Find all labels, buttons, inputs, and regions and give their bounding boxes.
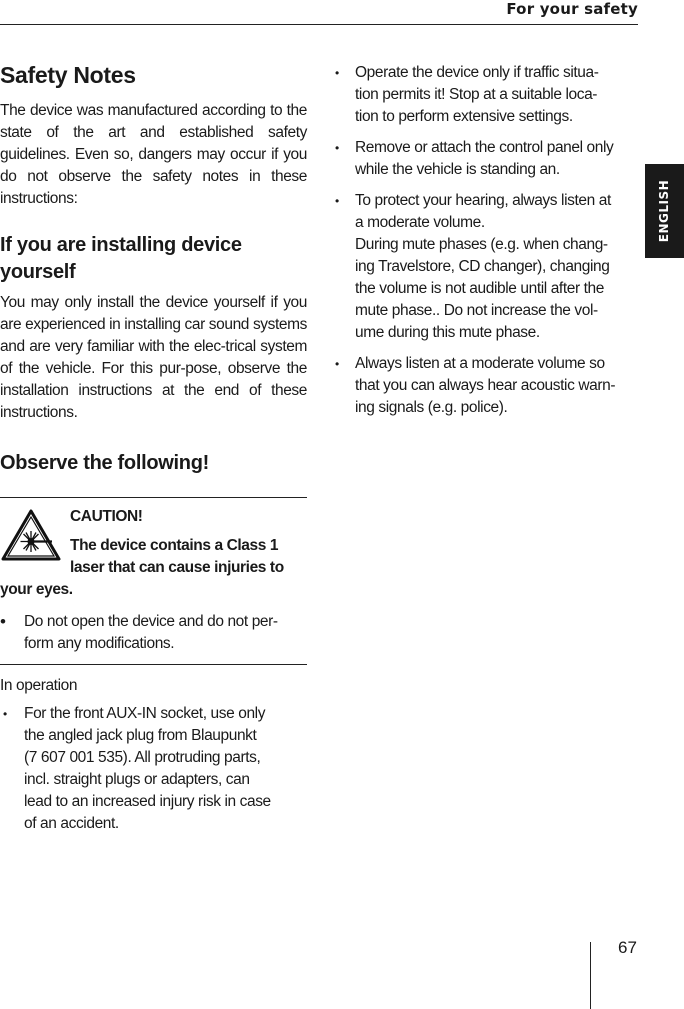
- safety-notes-body: The device was manufactured according to the state of the art and established safety guidelines. Even so, dangers may occur if you do not observe the safety notes in these instructions:: [0, 102, 307, 207]
- caution-label: CAUTION!: [70, 508, 143, 525]
- text-line: the angled jack plug from Blaupunkt: [24, 727, 257, 744]
- running-header-title: For your safety: [506, 0, 638, 18]
- installing-heading-line: If you are installing device: [0, 234, 242, 256]
- text-line: • Always listen at a moderate volume so: [355, 355, 605, 372]
- text-line: • Remove or attach the control panel only: [355, 139, 614, 156]
- safety-notes-heading: Safety Notes: [0, 62, 136, 88]
- operation-list-item: [0, 703, 307, 835]
- text-line: • For the front AUX-IN socket, use only: [24, 705, 266, 722]
- installing-heading: [0, 232, 307, 286]
- text-line: the volume is not audible until after the: [355, 280, 604, 297]
- text-line: tion to perform extensive settings.: [355, 108, 573, 125]
- page-number: 67: [618, 938, 637, 957]
- text-line: that you can always hear acoustic warn-: [355, 377, 616, 394]
- operation-label: In operation: [0, 677, 78, 694]
- text-line: tion permits it! Stop at a suitable loca-: [355, 86, 598, 103]
- text-line: ing Travelstore, CD changer), changing: [355, 258, 610, 275]
- text-line: lead to an increased injury risk in case: [24, 793, 271, 810]
- text-line: • Operate the device only if traffic situa-: [355, 64, 599, 81]
- right-list-item: [330, 353, 636, 419]
- text-line: (7 607 001 535). All protruding parts,: [24, 749, 261, 766]
- right-list-item: [330, 137, 636, 181]
- text-line: while the vehicle is standing an.: [355, 161, 560, 178]
- text-line: • To protect your hearing, always listen at: [355, 192, 611, 209]
- caution-box: [0, 497, 307, 665]
- caution-list: [0, 611, 307, 655]
- text-line: a moderate volume.: [355, 214, 485, 231]
- left-column: [0, 58, 307, 835]
- text-line: incl. straight plugs or adapters, can: [24, 771, 250, 788]
- language-tab: [645, 164, 684, 258]
- operation-list: [0, 703, 307, 835]
- header-rule: [0, 24, 638, 25]
- caution-list-item: • Do not open the device and do not per-form any modifications.: [0, 611, 307, 655]
- right-column: [330, 62, 636, 428]
- text-line: of an accident.: [24, 815, 119, 832]
- installing-body: You may only install the device yourself if you are experienced in installing car sound systems and are very familiar with the elec-trical system of the vehicle. For this pur-pose, observe the installation instructions at the end of these instructions.: [0, 294, 307, 421]
- footer-rule: [590, 942, 591, 1009]
- text-line: ume during this mute phase.: [355, 324, 540, 341]
- right-list-item: [330, 190, 636, 344]
- text-line: ing signals (e.g. police).: [355, 399, 508, 416]
- language-tab-label: ENGLISH: [657, 179, 672, 243]
- caution-text: The device contains a Class 1 laser that can cause injuries to your eyes.: [0, 537, 284, 598]
- laser-warning-icon: [0, 508, 62, 562]
- observe-heading: Observe the following!: [0, 452, 209, 474]
- installing-heading-line: yourself: [0, 261, 76, 283]
- right-list-item: [330, 62, 636, 128]
- text-line: During mute phases (e.g. when chang-: [355, 236, 608, 253]
- text-line: mute phase.. Do not increase the vol-: [355, 302, 598, 319]
- right-bullet-list: [330, 62, 636, 419]
